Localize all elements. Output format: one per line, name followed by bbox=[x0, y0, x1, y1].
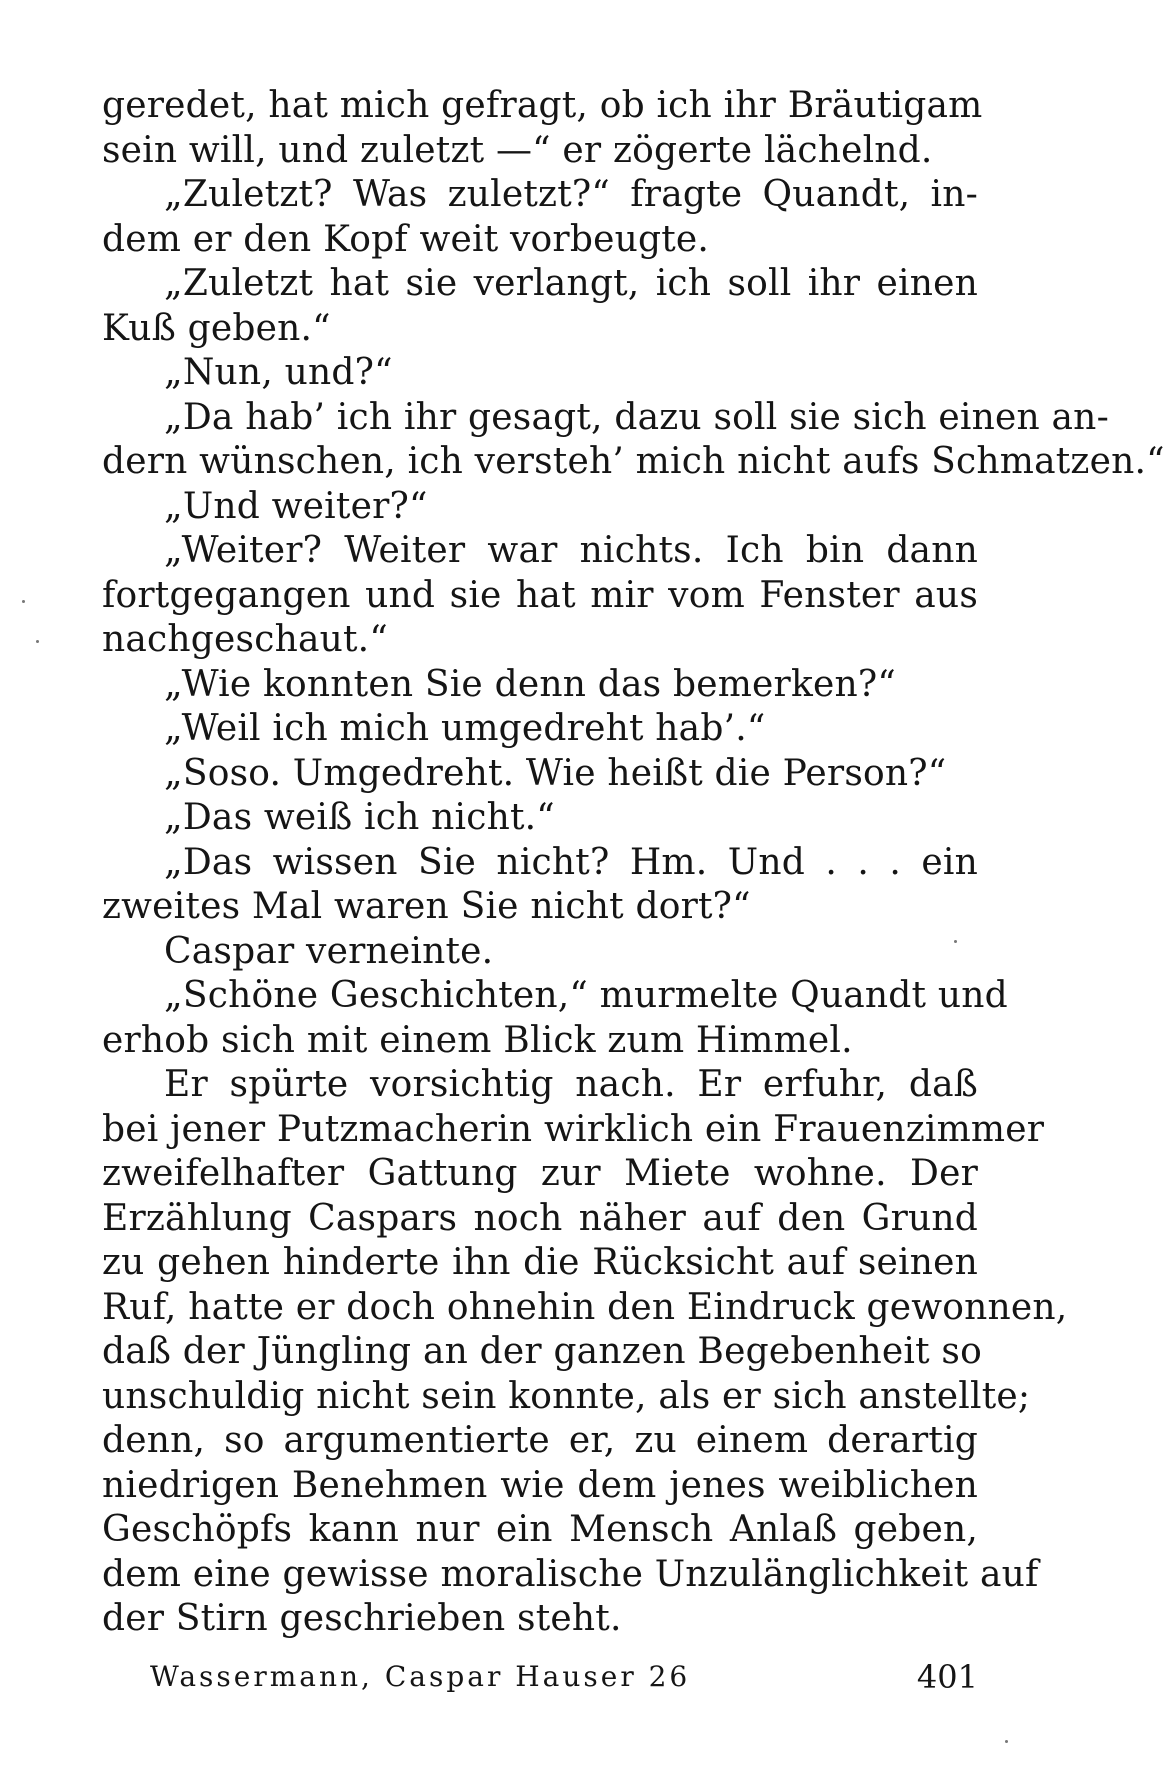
paper-speck bbox=[1005, 1740, 1008, 1743]
paper-speck bbox=[22, 600, 25, 603]
text-line: niedrigen Benehmen wie dem jenes weiblichen bbox=[102, 1464, 978, 1506]
text-line: „Schöne Geschichten,“ murmelte Quandt und bbox=[164, 975, 1008, 1016]
text-line: „Zuletzt? Was zuletzt?“ fragte Quandt, in- bbox=[164, 174, 978, 215]
text-line: Erzählung Caspars noch näher auf den Grund bbox=[102, 1197, 978, 1239]
body-text bbox=[102, 84, 1165, 1642]
paper-speck bbox=[954, 940, 957, 943]
text-line: „Weiter? Weiter war nichts. Ich bin dann bbox=[164, 530, 978, 571]
text-line: „Zuletzt hat sie verlangt, ich soll ihr einen bbox=[164, 263, 978, 304]
printer-signature: Wassermann, Caspar Hauser 26 bbox=[150, 1660, 691, 1693]
text-line: „Soso. Umgedreht. Wie heißt die Person?“ bbox=[164, 752, 947, 794]
page-number: 401 bbox=[916, 1658, 978, 1696]
text-line: „Weil ich mich umgedreht hab’.“ bbox=[164, 708, 766, 749]
text-line: denn, so argumentierte er, zu einem derartig bbox=[102, 1420, 978, 1461]
text-line: dem eine gewisse moralische Unzulänglichkeit auf bbox=[102, 1553, 1039, 1595]
text-line: Er spürte vorsichtig nach. Er erfuhr, daß bbox=[164, 1064, 978, 1105]
text-line: zweites Mal waren Sie nicht dort?“ bbox=[102, 886, 751, 927]
text-line: zu gehen hinderte ihn die Rücksicht auf seinen bbox=[102, 1242, 978, 1283]
text-line: erhob sich mit einem Blick zum Himmel. bbox=[102, 1019, 853, 1061]
text-line: nachgeschaut.“ bbox=[102, 619, 388, 660]
text-line: „Und weiter?“ bbox=[164, 485, 428, 527]
text-line: „Das wissen Sie nicht? Hm. Und . . . ein bbox=[164, 841, 978, 883]
text-line: Geschöpfs kann nur ein Mensch Anlaß geben, bbox=[102, 1509, 978, 1550]
text-line: dem er den Kopf weit vorbeugte. bbox=[102, 218, 710, 260]
text-line: „Da hab’ ich ihr gesagt, dazu soll sie sich einen an- bbox=[164, 396, 1109, 438]
text-line: bei jener Putzmacherin wirklich ein Frauenzimmer bbox=[102, 1108, 1045, 1150]
text-line: „Wie konnten Sie denn das bemerken?“ bbox=[164, 663, 896, 705]
text-line: der Stirn geschrieben steht. bbox=[102, 1598, 622, 1639]
text-line: fortgegangen und sie hat mir vom Fenster aus bbox=[102, 574, 978, 616]
text-line: geredet, hat mich gefragt, ob ich ihr Bräutigam bbox=[102, 85, 983, 126]
text-line: dern wünschen, ich versteh’ mich nicht aufs Schmatzen.“ bbox=[102, 441, 1165, 482]
text-line: Kuß geben.“ bbox=[102, 307, 331, 349]
text-line: sein will, und zuletzt —“ er zögerte lächelnd. bbox=[102, 129, 933, 171]
text-line: „Das weiß ich nicht.“ bbox=[164, 797, 555, 838]
text-line: „Nun, und?“ bbox=[164, 352, 393, 393]
text-line: zweifelhafter Gattung zur Miete wohne. Der bbox=[102, 1153, 978, 1194]
text-line: unschuldig nicht sein konnte, als er sich anstellte; bbox=[102, 1375, 1031, 1417]
text-line: Caspar verneinte. bbox=[164, 930, 494, 972]
text-line: Ruf, hatte er doch ohnehin den Eindruck gewonnen, bbox=[102, 1286, 1068, 1328]
text-line: daß der Jüngling an der ganzen Begebenheit so bbox=[102, 1331, 982, 1372]
paper-speck bbox=[36, 640, 39, 643]
page-footer bbox=[150, 1657, 978, 1697]
